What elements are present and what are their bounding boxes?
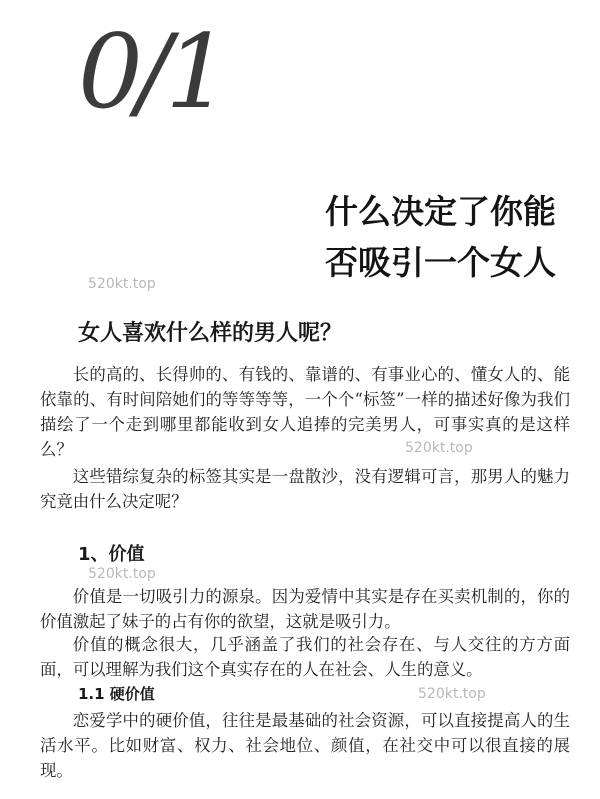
chapter-title <box>325 186 556 288</box>
value-paragraph-2: 价值的概念很大，几乎涵盖了我们的社会存在、与人交往的方方面面，可以理解为我们这个真实存在的人在社会、人生的意义。 <box>40 635 570 679</box>
watermark: 520kt.top <box>88 566 156 582</box>
paragraph-1: 长的高的、长得帅的、有钱的、靠谱的、有事业心的、懂女人的、能依靠的、有时间陪她们的等等等等，一个个“标签”一样的描述好像为我们描绘了一个走到哪里都能收到女人追捧的完美男人，可事实真的是这样么？ <box>40 365 570 459</box>
hard-value-paragraph: 恋爱学中的硬价值，往往是最基础的社会资源，可以直接提高人的生活水平。比如财富、权力、社会地位、颜值，在社交中可以很直接的展现。 <box>40 711 570 780</box>
value-paragraph-1: 价值是一切吸引力的源泉。因为爱情中其实是存在买卖机制的，你的价值激起了妹子的占有你的欲望，这就是吸引力。 <box>40 587 570 631</box>
value-heading: 1、价值 <box>78 544 145 565</box>
chapter-number: 0/1 <box>78 13 225 132</box>
watermark: 520kt.top <box>405 440 473 456</box>
chapter-title-line-2: 否吸引一个女人 <box>325 243 556 282</box>
paragraph-2: 这些错综复杂的标签其实是一盘散沙，没有逻辑可言，那男人的魅力究竟由什么决定呢？ <box>40 467 570 511</box>
chapter-title-line-1: 什么决定了你能 <box>325 192 556 231</box>
section-heading: 女人喜欢什么样的男人呢？ <box>78 321 343 346</box>
hard-value-heading: 1.1 硬价值 <box>78 685 155 703</box>
watermark: 520kt.top <box>418 686 486 702</box>
watermark: 520kt.top <box>88 276 156 292</box>
